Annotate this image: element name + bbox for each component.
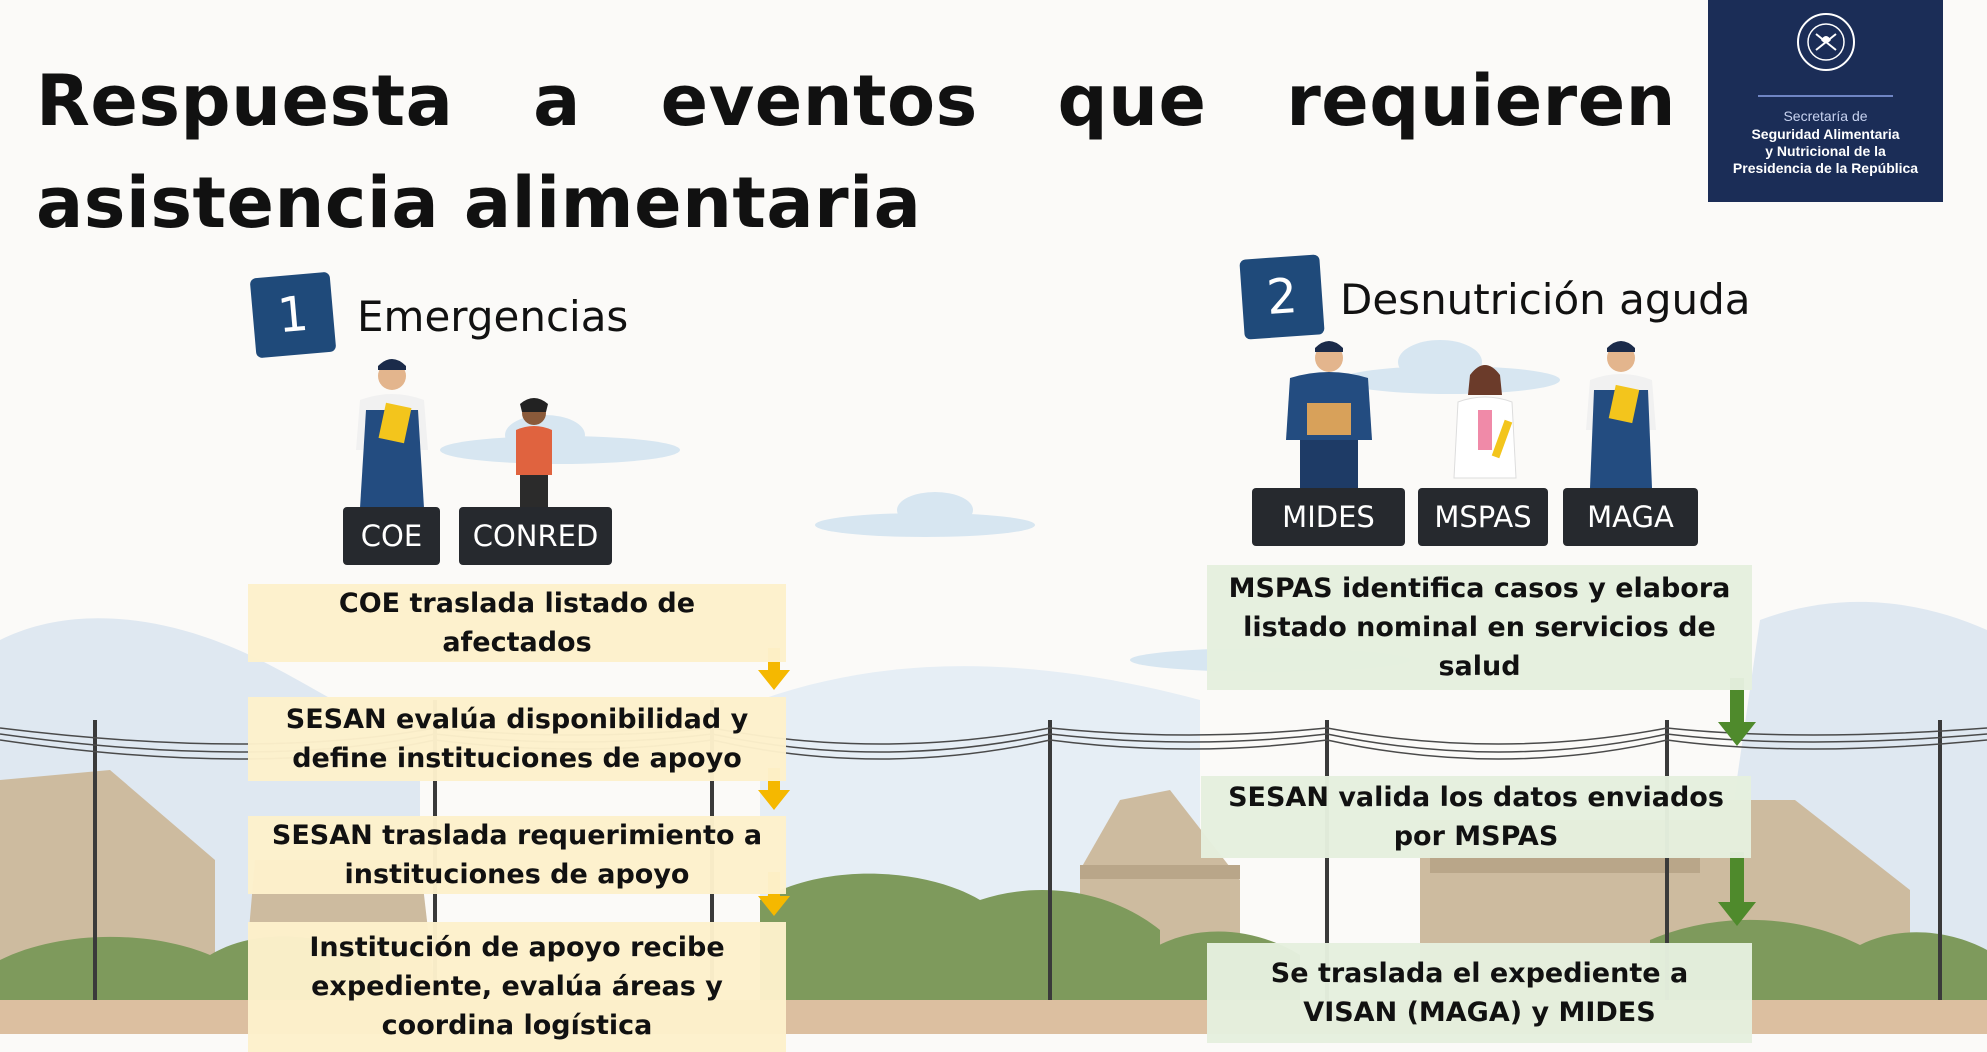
- malnutrition-step-1: MSPAS identifica casos y elabora listado nominal en servicios de salud: [1207, 565, 1752, 690]
- tag-mspas: MSPAS: [1418, 488, 1548, 546]
- tag-conred: CONRED: [459, 507, 612, 565]
- section-heading-desnutricion: Desnutrición aguda: [1340, 275, 1751, 324]
- tag-coe: COE: [343, 507, 440, 565]
- logo-subtitle: Secretaría de: [1783, 108, 1868, 124]
- section-number-1: 1: [250, 272, 337, 359]
- maga-person-illustration: [1586, 341, 1656, 488]
- coe-person-illustration: [356, 359, 428, 508]
- emergency-step-4: Institución de apoyo recibe expediente, evalúa áreas y coordina logística: [248, 922, 786, 1052]
- emergency-step-1: COE traslada listado de afectados: [248, 584, 786, 662]
- malnutrition-step-3: Se traslada el expediente a VISAN (MAGA) y MIDES: [1207, 943, 1752, 1043]
- section-heading-emergencias: Emergencias: [357, 292, 629, 341]
- section-number-2: 2: [1239, 254, 1324, 339]
- malnutrition-step-2: SESAN valida los datos enviados por MSPAS: [1201, 776, 1751, 858]
- logo-line: Seguridad Alimentaria: [1751, 126, 1900, 142]
- sesan-logo: [1708, 0, 1943, 202]
- logo-line: Presidencia de la República: [1732, 160, 1919, 176]
- slide-title: Respuesta a eventos que requieren asistencia alimentaria: [36, 60, 1676, 244]
- logo-line: y Nutricional de la: [1765, 143, 1886, 159]
- tag-mides: MIDES: [1252, 488, 1405, 546]
- seal-icon: [1794, 10, 1858, 82]
- conred-person-illustration: [516, 398, 552, 507]
- emergency-step-3: SESAN traslada requerimiento a instituciones de apoyo: [248, 816, 786, 894]
- emergency-step-2: SESAN evalúa disponibilidad y define instituciones de apoyo: [248, 697, 786, 781]
- tag-maga: MAGA: [1563, 488, 1698, 546]
- mides-person-illustration: [1286, 341, 1372, 488]
